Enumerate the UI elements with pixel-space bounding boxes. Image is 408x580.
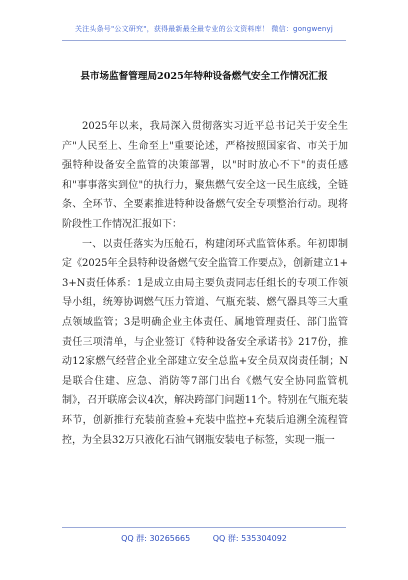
header-divider (62, 40, 346, 41)
header-banner: 关注头条号"公文研究"，获得最新最全最专业的公文资料库！ 微信：gongwenyj (74, 25, 334, 33)
document-title: 县市场监督管理局2025年特种设备燃气安全工作情况汇报 (80, 71, 328, 82)
footer-qq-group-1: QQ 群: 30265665 (121, 534, 191, 543)
section-one-paragraph: 一、以责任落实为压舱石，构建闭环式监管体系。年初即制定《2025年全县特种设备燃气安全监管工作要点》，创新建立1+3+N责任体系：1是成立由局主要负责同志任组长的专项工作领导小组，统筹协调燃气压力管道、气瓶充装、燃气器具等三大重点领域监管；3是明确企业主体责任、属地管理责任、部门监管责任三项清单，与企业签订《特种设备安全承诺书》217份，推动12家燃气经营企业全部建立安全总监+安全员双岗责任制；N是联合住建、应急、消防等7部门出台《燃气安全协同监管机制》，召开联席会议4次，解决跨部门问题11个。特别在气瓶充装环节，创新推行充装前查验+充装中监控+充装后追溯全流程管控，为全县32万只液化石油气钢瓶安装电子标签，实现一瓶一 (62, 238, 348, 446)
footer-divider (62, 527, 346, 528)
footer-qq-group-2: QQ 群: 535304092 (212, 534, 287, 543)
footer (0, 533, 408, 544)
document-body (62, 117, 348, 450)
intro-paragraph: 2025年以来，我局深入贯彻落实习近平总书记关于安全生产"人民至上、生命至上"重要论述，严格按照国家省、市关于加强特种设备安全监管的决策部署，以"时时放心不下"的责任感和"事事落实到位"的执行力，聚焦燃气安全这一民生底线，全链条、全环节、全要素推进特种设备燃气安全专项整治行动。现将阶段性工作情况汇报如下： (62, 121, 348, 230)
